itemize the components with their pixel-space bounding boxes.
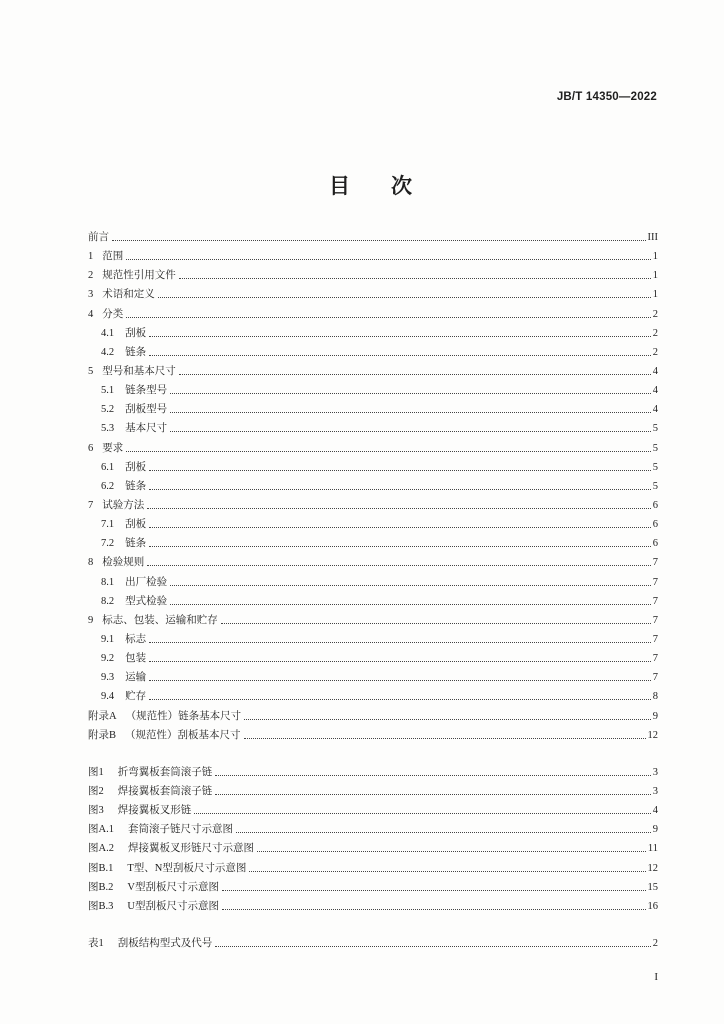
toc-entry xyxy=(88,247,658,266)
figure-entry xyxy=(88,859,658,878)
document-code: JB/T 14350—2022 xyxy=(556,91,657,103)
dot-leader xyxy=(179,278,651,279)
toc-entry xyxy=(88,592,658,611)
page-number: 5 xyxy=(652,461,658,473)
dot-leader xyxy=(257,851,646,852)
page-number: 7 xyxy=(652,595,658,607)
entry-number: 图1 xyxy=(88,766,104,778)
entry-number: 6.2 xyxy=(101,480,115,492)
toc-entry xyxy=(88,649,658,668)
dot-leader xyxy=(215,775,651,776)
toc-entry xyxy=(88,305,658,324)
entry-number: 图A.2 xyxy=(88,843,114,855)
figure-entry xyxy=(88,897,658,916)
entry-number: 9.3 xyxy=(101,672,115,684)
toc-entry xyxy=(88,324,658,343)
toc-entry xyxy=(88,534,658,553)
dot-leader xyxy=(149,355,651,356)
page-number: 2 xyxy=(652,937,658,949)
entry-label: 运输 xyxy=(125,672,147,684)
toc-entry xyxy=(88,707,658,726)
toc-entry xyxy=(88,630,658,649)
dot-leader xyxy=(147,508,651,509)
dot-leader xyxy=(149,699,651,700)
dot-leader xyxy=(126,451,651,452)
page-number: 5 xyxy=(652,480,658,492)
dot-leader xyxy=(112,240,646,241)
toc-entry xyxy=(88,515,658,534)
toc-entry xyxy=(88,400,658,419)
entry-number: 4 xyxy=(88,308,94,320)
table-entry xyxy=(88,934,658,953)
entry-label: 术语和定义 xyxy=(102,289,155,301)
entry-label: 刮板结构型式及代号 xyxy=(117,937,213,949)
dot-leader xyxy=(147,565,651,566)
dot-leader xyxy=(221,623,651,624)
entry-number: 7.1 xyxy=(101,519,115,531)
dot-leader xyxy=(149,336,651,337)
toc-entry xyxy=(88,573,658,592)
page-number: 7 xyxy=(652,653,658,665)
entry-label: 型式检验 xyxy=(125,595,168,607)
dot-leader xyxy=(149,546,651,547)
dot-leader xyxy=(158,297,651,298)
entry-number: 7 xyxy=(88,499,94,511)
dot-leader xyxy=(170,393,651,394)
entry-label: 焊接翼板叉形链尺寸示意图 xyxy=(127,843,254,855)
page-number: 8 xyxy=(652,691,658,703)
page-number: 2 xyxy=(652,308,658,320)
dot-leader xyxy=(149,489,651,490)
page-number: 7 xyxy=(652,557,658,569)
figure-entry xyxy=(88,839,658,858)
page-number: 1 xyxy=(652,289,658,301)
entry-label: 刮板型号 xyxy=(125,404,168,416)
entry-number: 4.1 xyxy=(101,327,115,339)
page-number: 1 xyxy=(652,270,658,282)
entry-number: 7.2 xyxy=(101,538,115,550)
entry-label: 折弯翼板套筒滚子链 xyxy=(117,766,213,778)
figure-entry xyxy=(88,763,658,782)
page-number: 3 xyxy=(652,766,658,778)
entry-number: 9.4 xyxy=(101,691,115,703)
dot-leader xyxy=(170,604,651,605)
page-number: 2 xyxy=(652,327,658,339)
entry-number: 图B.3 xyxy=(88,900,114,912)
dot-leader xyxy=(149,642,651,643)
entry-label: 试验方法 xyxy=(102,499,145,511)
entry-label: 焊接翼板套筒滚子链 xyxy=(117,785,213,797)
entry-number: 6.1 xyxy=(101,461,115,473)
page-number: 6 xyxy=(652,519,658,531)
page-number: 12 xyxy=(647,729,658,741)
entry-number: 3 xyxy=(88,289,94,301)
entry-label: 型号和基本尺寸 xyxy=(102,365,176,377)
page-number: 7 xyxy=(652,576,658,588)
entry-number: 图B.2 xyxy=(88,881,114,893)
dot-leader xyxy=(126,317,651,318)
dot-leader xyxy=(149,680,651,681)
dot-leader xyxy=(149,661,651,662)
dot-leader xyxy=(222,909,646,910)
entry-label: 链条型号 xyxy=(125,385,168,397)
entry-label: 链条 xyxy=(125,538,147,550)
entry-number: 图3 xyxy=(88,805,104,817)
toc-entry xyxy=(88,343,658,362)
entry-label: T型、N型刮板尺寸示意图 xyxy=(127,862,247,874)
dot-leader xyxy=(215,794,651,795)
page-number: III xyxy=(647,232,658,243)
entry-label: V型刮板尺寸示意图 xyxy=(127,881,219,893)
dot-leader xyxy=(244,738,646,739)
dot-leader xyxy=(215,946,651,947)
page-number: 11 xyxy=(647,843,658,855)
entry-label: 刮板 xyxy=(125,327,147,339)
dot-leader xyxy=(170,412,651,413)
entry-number: 图2 xyxy=(88,785,104,797)
entry-label: 标志 xyxy=(125,633,147,645)
entry-number: 8.2 xyxy=(101,595,115,607)
dot-leader xyxy=(249,871,645,872)
toc-entry xyxy=(88,496,658,515)
toc-entry xyxy=(88,266,658,285)
dot-leader xyxy=(149,527,651,528)
toc-entry xyxy=(88,439,658,458)
entry-label: 范围 xyxy=(102,251,124,263)
entry-number: 附录A xyxy=(88,710,117,722)
footer-page-number: I xyxy=(654,971,658,983)
entry-number: 5.3 xyxy=(101,423,115,435)
page-number: 4 xyxy=(652,404,658,416)
dot-leader xyxy=(236,832,651,833)
tables-list xyxy=(88,934,658,953)
page-number: 9 xyxy=(652,710,658,722)
page-number: 7 xyxy=(652,672,658,684)
dot-leader xyxy=(170,431,651,432)
entry-label: 刮板 xyxy=(125,461,147,473)
entry-number: 图A.1 xyxy=(88,824,114,836)
page-number: 6 xyxy=(652,499,658,511)
entry-number: 2 xyxy=(88,270,94,282)
toc-entry xyxy=(88,726,658,745)
page-number: 7 xyxy=(652,614,658,626)
page-number: 4 xyxy=(652,805,658,817)
entry-number: 5.2 xyxy=(101,404,115,416)
page-number: 15 xyxy=(647,881,658,893)
entry-label: 规范性引用文件 xyxy=(102,270,176,282)
entry-number: 8.1 xyxy=(101,576,115,588)
toc-entry xyxy=(88,419,658,438)
page-number: 7 xyxy=(652,633,658,645)
contents-list xyxy=(88,228,658,745)
page-number: 3 xyxy=(652,785,658,797)
toc-entry xyxy=(88,362,658,381)
page-number: 4 xyxy=(652,385,658,397)
toc-entry xyxy=(88,477,658,496)
entry-number: 9 xyxy=(88,614,94,626)
entry-label: 出厂检验 xyxy=(125,576,168,588)
dot-leader xyxy=(179,374,651,375)
toc-entry xyxy=(88,687,658,706)
figure-entry xyxy=(88,820,658,839)
entry-number: 1 xyxy=(88,251,94,263)
page-number: 12 xyxy=(647,862,658,874)
entry-label: 贮存 xyxy=(125,691,147,703)
figures-list xyxy=(88,763,658,916)
entry-number: 5 xyxy=(88,365,94,377)
entry-label: 检验规则 xyxy=(102,557,145,569)
dot-leader xyxy=(126,259,651,260)
entry-number: 5.1 xyxy=(101,385,115,397)
page-number: 1 xyxy=(652,251,658,263)
dot-leader xyxy=(170,585,651,586)
entry-label: 焊接翼板叉形链 xyxy=(117,805,192,817)
toc-entry xyxy=(88,381,658,400)
page-title: 目次 xyxy=(329,174,453,198)
figure-entry xyxy=(88,878,658,897)
page-number: 4 xyxy=(652,365,658,377)
entry-label: 要求 xyxy=(102,442,124,454)
entry-number: 8 xyxy=(88,557,94,569)
entry-label: （规范性）刮板基本尺寸 xyxy=(125,729,241,741)
page-number: 5 xyxy=(652,442,658,454)
dot-leader xyxy=(194,813,651,814)
toc-entry xyxy=(88,458,658,477)
entry-label: 标志、包装、运输和贮存 xyxy=(102,614,218,626)
entry-label: 刮板 xyxy=(125,519,147,531)
entry-label: （规范性）链条基本尺寸 xyxy=(125,710,242,722)
entry-number: 4.2 xyxy=(101,346,115,358)
entry-label: U型刮板尺寸示意图 xyxy=(127,900,219,912)
entry-number: 9.1 xyxy=(101,633,115,645)
table-of-contents xyxy=(88,228,658,953)
page-number: 9 xyxy=(652,824,658,836)
entry-number: 表1 xyxy=(88,937,104,949)
entry-label: 基本尺寸 xyxy=(125,423,168,435)
page-number: 2 xyxy=(652,346,658,358)
entry-label: 分类 xyxy=(102,308,124,320)
entry-number: 6 xyxy=(88,442,94,454)
entry-label: 链条 xyxy=(125,346,147,358)
entry-number: 附录B xyxy=(88,729,117,741)
dot-leader xyxy=(222,890,646,891)
dot-leader xyxy=(149,470,651,471)
toc-entry xyxy=(88,668,658,687)
entry-label: 套筒滚子链尺寸示意图 xyxy=(127,824,233,836)
entry-label: 包装 xyxy=(125,653,147,665)
entry-label: 前言 xyxy=(88,232,109,243)
entry-number: 图B.1 xyxy=(88,862,114,874)
figure-entry xyxy=(88,801,658,820)
figure-entry xyxy=(88,782,658,801)
entry-number: 9.2 xyxy=(101,653,115,665)
toc-entry xyxy=(88,553,658,572)
entry-label: 链条 xyxy=(125,480,147,492)
toc-entry xyxy=(88,228,658,247)
page-number: 6 xyxy=(652,538,658,550)
toc-entry xyxy=(88,611,658,630)
toc-entry xyxy=(88,285,658,304)
page-number: 5 xyxy=(652,423,658,435)
page-number: 16 xyxy=(647,900,658,912)
dot-leader xyxy=(244,719,651,720)
